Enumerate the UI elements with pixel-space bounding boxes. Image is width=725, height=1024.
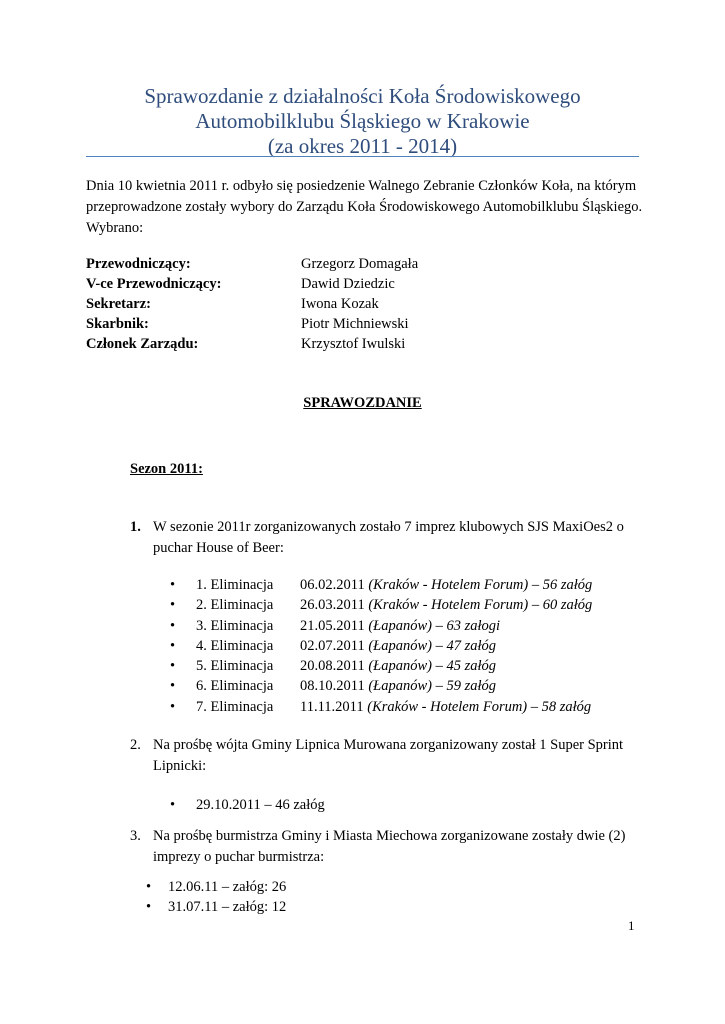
mayor-event-entry: 12.06.11 – załóg: 26 [168,879,287,895]
elimination-label: 7. Eliminacja [196,698,274,715]
elimination-date: 20.08.2011 [300,658,365,675]
list-item [146,897,286,917]
board-member-name: Iwona Kozak [301,296,379,312]
elimination-date: 21.05.2011 [300,617,365,634]
list-item [170,636,592,656]
elimination-date: 11.11.2011 [300,698,364,715]
sprint-list [170,795,325,815]
bullet-icon: • [170,577,176,593]
board-row [86,294,646,314]
season-heading: Sezon 2011: [130,461,203,477]
intro-paragraph: Dnia 10 kwietnia 2011 r. odbyło się posiedzenie Walnego Zebranie Członków Koła, na którym przeprowadzone zostały wybory do Zarządu Koła Środowiskowego Automobilklubu Śląskiego. Wybrano: [86,178,643,236]
item-text: Na prośbę burmistrza Gminy i Miasta Miechowa zorganizowane zostały dwie (2) imprezy o puchar burmistrza: [153,828,626,865]
elimination-detail: (Łapanów) – 63 załogi [368,617,501,634]
item-number: 1. [130,519,141,535]
list-item [170,795,325,815]
item-text: W sezonie 2011r zorganizowanych zostało 7 imprez klubowych SJS MaxiOes2 o puchar House of Beer: [153,519,624,556]
board-member-name: Grzegorz Domagała [301,256,419,272]
board-row [86,314,646,334]
list-item [170,697,592,717]
elimination-date: 08.10.2011 [300,678,365,695]
page-number: 1 [628,918,635,933]
mayor-events-list [146,877,286,918]
bullet-icon: • [170,797,176,813]
bullet-icon: • [170,658,176,675]
report-heading: SPRAWOZDANIE [303,395,422,411]
elimination-list [170,575,592,717]
elimination-label: 4. Eliminacja [196,637,274,654]
elimination-detail: (Łapanów) – 47 załóg [368,637,497,654]
elimination-detail: (Kraków - Hotelem Forum) – 58 załóg [367,698,592,715]
elimination-date: 02.07.2011 [300,637,365,654]
numbered-item-2 [130,735,650,777]
item-text: Na prośbę wójta Gminy Lipnica Murowana zorganizowany został 1 Super Sprint Lipnicki: [153,737,624,774]
elimination-date: 26.03.2011 [300,597,365,614]
title-line-2: Automobilklubu Śląskiego w Krakowie [195,109,530,133]
elimination-detail: (Kraków - Hotelem Forum) – 56 załóg [368,577,593,593]
bullet-icon: • [170,617,176,634]
board-row [86,254,646,274]
board-role: V-ce Przewodniczący: [86,276,222,292]
list-item [170,575,592,595]
list-item [170,616,592,636]
numbered-item-1 [130,517,650,559]
elimination-label: 2. Eliminacja [196,597,274,614]
document-title [86,84,639,159]
board-role: Sekretarz: [86,296,151,312]
elimination-detail: (Łapanów) – 45 załóg [368,658,497,675]
list-item [170,676,592,696]
item-number: 2. [130,737,141,753]
list-item [170,656,592,676]
elimination-label: 1. Eliminacja [196,577,274,593]
elimination-label: 3. Eliminacja [196,617,274,634]
sprint-entry: 29.10.2011 – 46 załóg [196,797,325,813]
bullet-icon: • [170,597,176,614]
bullet-icon: • [170,678,176,695]
item-number: 3. [130,828,141,844]
board-member-name: Piotr Michniewski [301,316,409,332]
elimination-label: 6. Eliminacja [196,678,274,695]
board-list [86,254,646,354]
board-row [86,334,646,354]
bullet-icon: • [170,637,176,654]
elimination-detail: (Kraków - Hotelem Forum) – 60 załóg [368,597,593,614]
numbered-item-3 [130,826,650,868]
list-item [146,877,286,897]
bullet-icon: • [146,899,152,916]
elimination-label: 5. Eliminacja [196,658,274,675]
board-member-name: Dawid Dziedzic [301,276,395,292]
title-divider [86,156,639,157]
bullet-icon: • [170,698,176,715]
title-line-3: (za okres 2011 - 2014) [267,134,458,158]
elimination-detail: (Łapanów) – 59 załóg [368,678,497,695]
list-item [170,595,592,615]
board-row [86,274,646,294]
board-role: Przewodniczący: [86,256,191,272]
title-line-1: Sprawozdanie z działalności Koła Środowiskowego [144,84,581,108]
elimination-date: 06.02.2011 [300,577,365,593]
mayor-event-entry: 31.07.11 – załóg: 12 [168,899,287,916]
board-member-name: Krzysztof Iwulski [301,336,406,352]
bullet-icon: • [146,879,152,895]
board-role: Skarbnik: [86,316,149,332]
board-role: Członek Zarządu: [86,336,199,352]
